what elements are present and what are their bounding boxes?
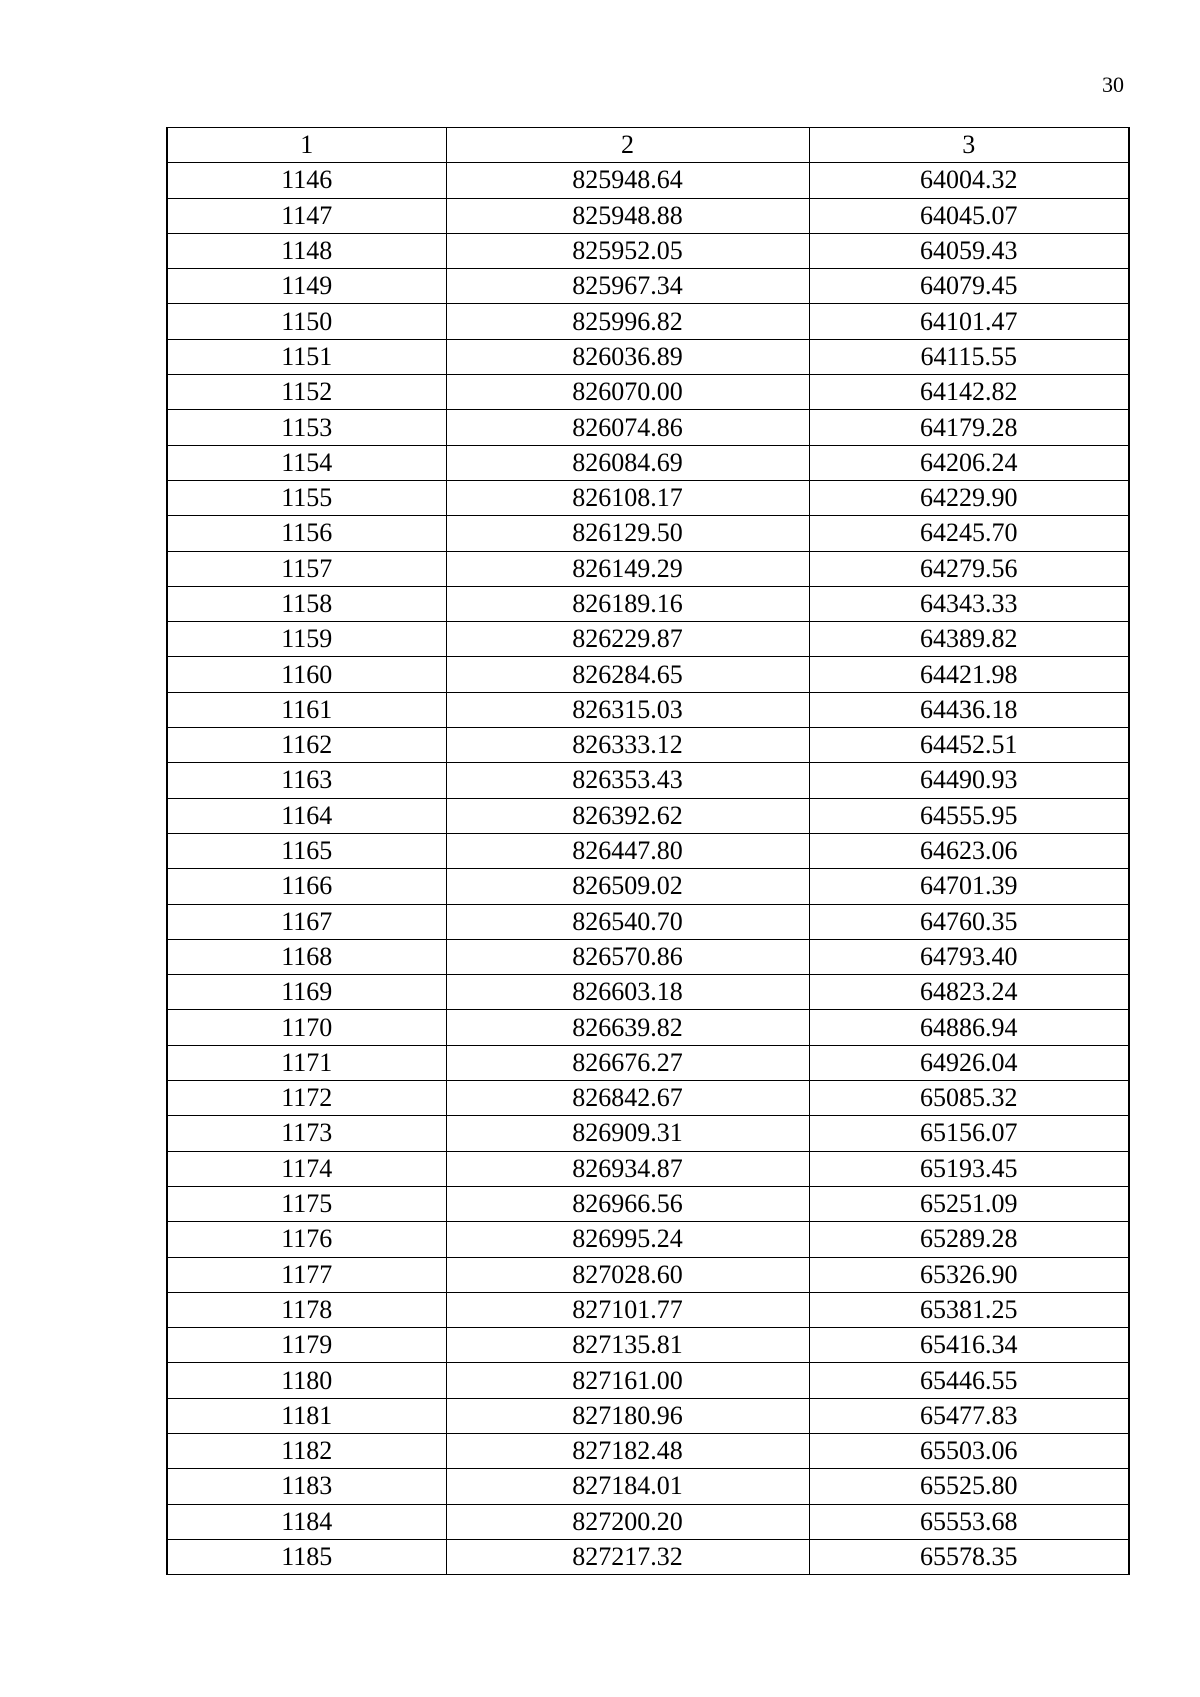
- table-cell: 826074.86: [446, 410, 809, 445]
- table-cell: 825948.64: [446, 163, 809, 198]
- table-cell: 825996.82: [446, 304, 809, 339]
- table-cell: 1146: [167, 163, 446, 198]
- table-cell: 826447.80: [446, 833, 809, 868]
- coordinates-table-wrapper: [166, 127, 1128, 1575]
- table-cell: 1152: [167, 375, 446, 410]
- table-cell: 1172: [167, 1081, 446, 1116]
- table-cell: 826070.00: [446, 375, 809, 410]
- table-cell: 64004.32: [809, 163, 1129, 198]
- table-row: [167, 1363, 1129, 1398]
- table-cell: 64179.28: [809, 410, 1129, 445]
- table-row: [167, 833, 1129, 868]
- table-cell: 1174: [167, 1151, 446, 1186]
- table-cell: 1173: [167, 1116, 446, 1151]
- table-row: [167, 1186, 1129, 1221]
- table-cell: 64245.70: [809, 516, 1129, 551]
- column-header: 2: [446, 128, 809, 163]
- table-cell: 827161.00: [446, 1363, 809, 1398]
- table-row: [167, 1257, 1129, 1292]
- table-cell: 1162: [167, 728, 446, 763]
- table-cell: 826966.56: [446, 1186, 809, 1221]
- table-row: [167, 798, 1129, 833]
- table-cell: 64793.40: [809, 939, 1129, 974]
- table-body: [167, 163, 1129, 1575]
- table-cell: 1165: [167, 833, 446, 868]
- table-cell: 1150: [167, 304, 446, 339]
- table-cell: 64886.94: [809, 1010, 1129, 1045]
- table-cell: 64452.51: [809, 728, 1129, 763]
- table-cell: 1171: [167, 1045, 446, 1080]
- table-row: [167, 1081, 1129, 1116]
- table-row: [167, 233, 1129, 268]
- table-cell: 65416.34: [809, 1328, 1129, 1363]
- table-row: [167, 1116, 1129, 1151]
- table-cell: 1185: [167, 1539, 446, 1574]
- table-cell: 826284.65: [446, 657, 809, 692]
- table-cell: 65477.83: [809, 1398, 1129, 1433]
- table-cell: 827200.20: [446, 1504, 809, 1539]
- table-cell: 1181: [167, 1398, 446, 1433]
- table-cell: 826540.70: [446, 904, 809, 939]
- table-cell: 65578.35: [809, 1539, 1129, 1574]
- table-cell: 1151: [167, 339, 446, 374]
- table-cell: 826108.17: [446, 480, 809, 515]
- table-cell: 1163: [167, 763, 446, 798]
- table-cell: 1168: [167, 939, 446, 974]
- table-row: [167, 269, 1129, 304]
- table-row: [167, 622, 1129, 657]
- table-cell: 64101.47: [809, 304, 1129, 339]
- table-cell: 1161: [167, 692, 446, 727]
- table-cell: 826392.62: [446, 798, 809, 833]
- table-row: [167, 728, 1129, 763]
- table-cell: 64206.24: [809, 445, 1129, 480]
- table-cell: 1156: [167, 516, 446, 551]
- table-cell: 1178: [167, 1292, 446, 1327]
- table-cell: 827217.32: [446, 1539, 809, 1574]
- coordinates-table: [166, 127, 1130, 1575]
- table-cell: 64045.07: [809, 198, 1129, 233]
- column-header: 3: [809, 128, 1129, 163]
- table-cell: 1179: [167, 1328, 446, 1363]
- table-row: [167, 1504, 1129, 1539]
- table-cell: 826639.82: [446, 1010, 809, 1045]
- table-cell: 1167: [167, 904, 446, 939]
- table-cell: 826229.87: [446, 622, 809, 657]
- table-cell: 64343.33: [809, 586, 1129, 621]
- table-row: [167, 869, 1129, 904]
- table-cell: 827028.60: [446, 1257, 809, 1292]
- table-cell: 1154: [167, 445, 446, 480]
- table-cell: 64760.35: [809, 904, 1129, 939]
- table-cell: 826315.03: [446, 692, 809, 727]
- table-row: [167, 1539, 1129, 1574]
- page-number: 30: [1102, 72, 1124, 97]
- table-cell: 1177: [167, 1257, 446, 1292]
- table-cell: 1170: [167, 1010, 446, 1045]
- table-cell: 65446.55: [809, 1363, 1129, 1398]
- table-cell: 64142.82: [809, 375, 1129, 410]
- table-cell: 826036.89: [446, 339, 809, 374]
- table-row: [167, 1433, 1129, 1468]
- table-row: [167, 975, 1129, 1010]
- table-cell: 826570.86: [446, 939, 809, 974]
- table-cell: 1164: [167, 798, 446, 833]
- table-cell: 826909.31: [446, 1116, 809, 1151]
- table-row: [167, 763, 1129, 798]
- table-cell: 64421.98: [809, 657, 1129, 692]
- table-row: [167, 939, 1129, 974]
- table-cell: 1175: [167, 1186, 446, 1221]
- table-row: [167, 516, 1129, 551]
- table-cell: 64079.45: [809, 269, 1129, 304]
- table-cell: 1176: [167, 1222, 446, 1257]
- table-row: [167, 657, 1129, 692]
- table-cell: 64490.93: [809, 763, 1129, 798]
- table-cell: 825967.34: [446, 269, 809, 304]
- table-cell: 65381.25: [809, 1292, 1129, 1327]
- table-cell: 65085.32: [809, 1081, 1129, 1116]
- table-row: [167, 163, 1129, 198]
- table-cell: 1147: [167, 198, 446, 233]
- table-cell: 827180.96: [446, 1398, 809, 1433]
- table-row: [167, 551, 1129, 586]
- table-cell: 1149: [167, 269, 446, 304]
- table-cell: 65156.07: [809, 1116, 1129, 1151]
- table-cell: 64623.06: [809, 833, 1129, 868]
- table-cell: 1160: [167, 657, 446, 692]
- table-row: [167, 304, 1129, 339]
- table-row: [167, 1010, 1129, 1045]
- table-cell: 1166: [167, 869, 446, 904]
- table-cell: 827101.77: [446, 1292, 809, 1327]
- table-cell: 65251.09: [809, 1186, 1129, 1221]
- table-cell: 1148: [167, 233, 446, 268]
- table-cell: 65193.45: [809, 1151, 1129, 1186]
- table-cell: 827135.81: [446, 1328, 809, 1363]
- table-header-row: [167, 128, 1129, 163]
- table-cell: 826603.18: [446, 975, 809, 1010]
- table-cell: 826333.12: [446, 728, 809, 763]
- table-cell: 1184: [167, 1504, 446, 1539]
- table-cell: 65326.90: [809, 1257, 1129, 1292]
- table-cell: 826149.29: [446, 551, 809, 586]
- table-row: [167, 198, 1129, 233]
- table-cell: 826129.50: [446, 516, 809, 551]
- table-cell: 1169: [167, 975, 446, 1010]
- table-cell: 826842.67: [446, 1081, 809, 1116]
- table-cell: 826676.27: [446, 1045, 809, 1080]
- table-cell: 1182: [167, 1433, 446, 1468]
- table-cell: 64823.24: [809, 975, 1129, 1010]
- table-cell: 65553.68: [809, 1504, 1129, 1539]
- table-cell: 64555.95: [809, 798, 1129, 833]
- table-row: [167, 1398, 1129, 1433]
- table-cell: 64436.18: [809, 692, 1129, 727]
- table-cell: 64279.56: [809, 551, 1129, 586]
- table-cell: 1180: [167, 1363, 446, 1398]
- table-cell: 826934.87: [446, 1151, 809, 1186]
- table-row: [167, 445, 1129, 480]
- table-cell: 826995.24: [446, 1222, 809, 1257]
- table-cell: 65525.80: [809, 1469, 1129, 1504]
- table-row: [167, 1045, 1129, 1080]
- table-cell: 825948.88: [446, 198, 809, 233]
- table-cell: 64926.04: [809, 1045, 1129, 1080]
- table-row: [167, 1469, 1129, 1504]
- table-cell: 64229.90: [809, 480, 1129, 515]
- table-row: [167, 410, 1129, 445]
- table-row: [167, 1292, 1129, 1327]
- table-cell: 64389.82: [809, 622, 1129, 657]
- table-cell: 1157: [167, 551, 446, 586]
- table-cell: 1158: [167, 586, 446, 621]
- table-cell: 826509.02: [446, 869, 809, 904]
- table-cell: 1159: [167, 622, 446, 657]
- table-row: [167, 586, 1129, 621]
- table-cell: 1155: [167, 480, 446, 515]
- table-row: [167, 375, 1129, 410]
- table-row: [167, 1328, 1129, 1363]
- table-row: [167, 339, 1129, 374]
- table-cell: 826084.69: [446, 445, 809, 480]
- table-cell: 1153: [167, 410, 446, 445]
- table-cell: 64701.39: [809, 869, 1129, 904]
- table-cell: 65503.06: [809, 1433, 1129, 1468]
- table-row: [167, 480, 1129, 515]
- column-header: 1: [167, 128, 446, 163]
- table-cell: 827184.01: [446, 1469, 809, 1504]
- table-row: [167, 1222, 1129, 1257]
- table-cell: 64115.55: [809, 339, 1129, 374]
- table-cell: 827182.48: [446, 1433, 809, 1468]
- table-cell: 826189.16: [446, 586, 809, 621]
- table-cell: 825952.05: [446, 233, 809, 268]
- table-cell: 65289.28: [809, 1222, 1129, 1257]
- table-row: [167, 904, 1129, 939]
- table-cell: 826353.43: [446, 763, 809, 798]
- table-cell: 1183: [167, 1469, 446, 1504]
- table-cell: 64059.43: [809, 233, 1129, 268]
- table-row: [167, 1151, 1129, 1186]
- table-row: [167, 692, 1129, 727]
